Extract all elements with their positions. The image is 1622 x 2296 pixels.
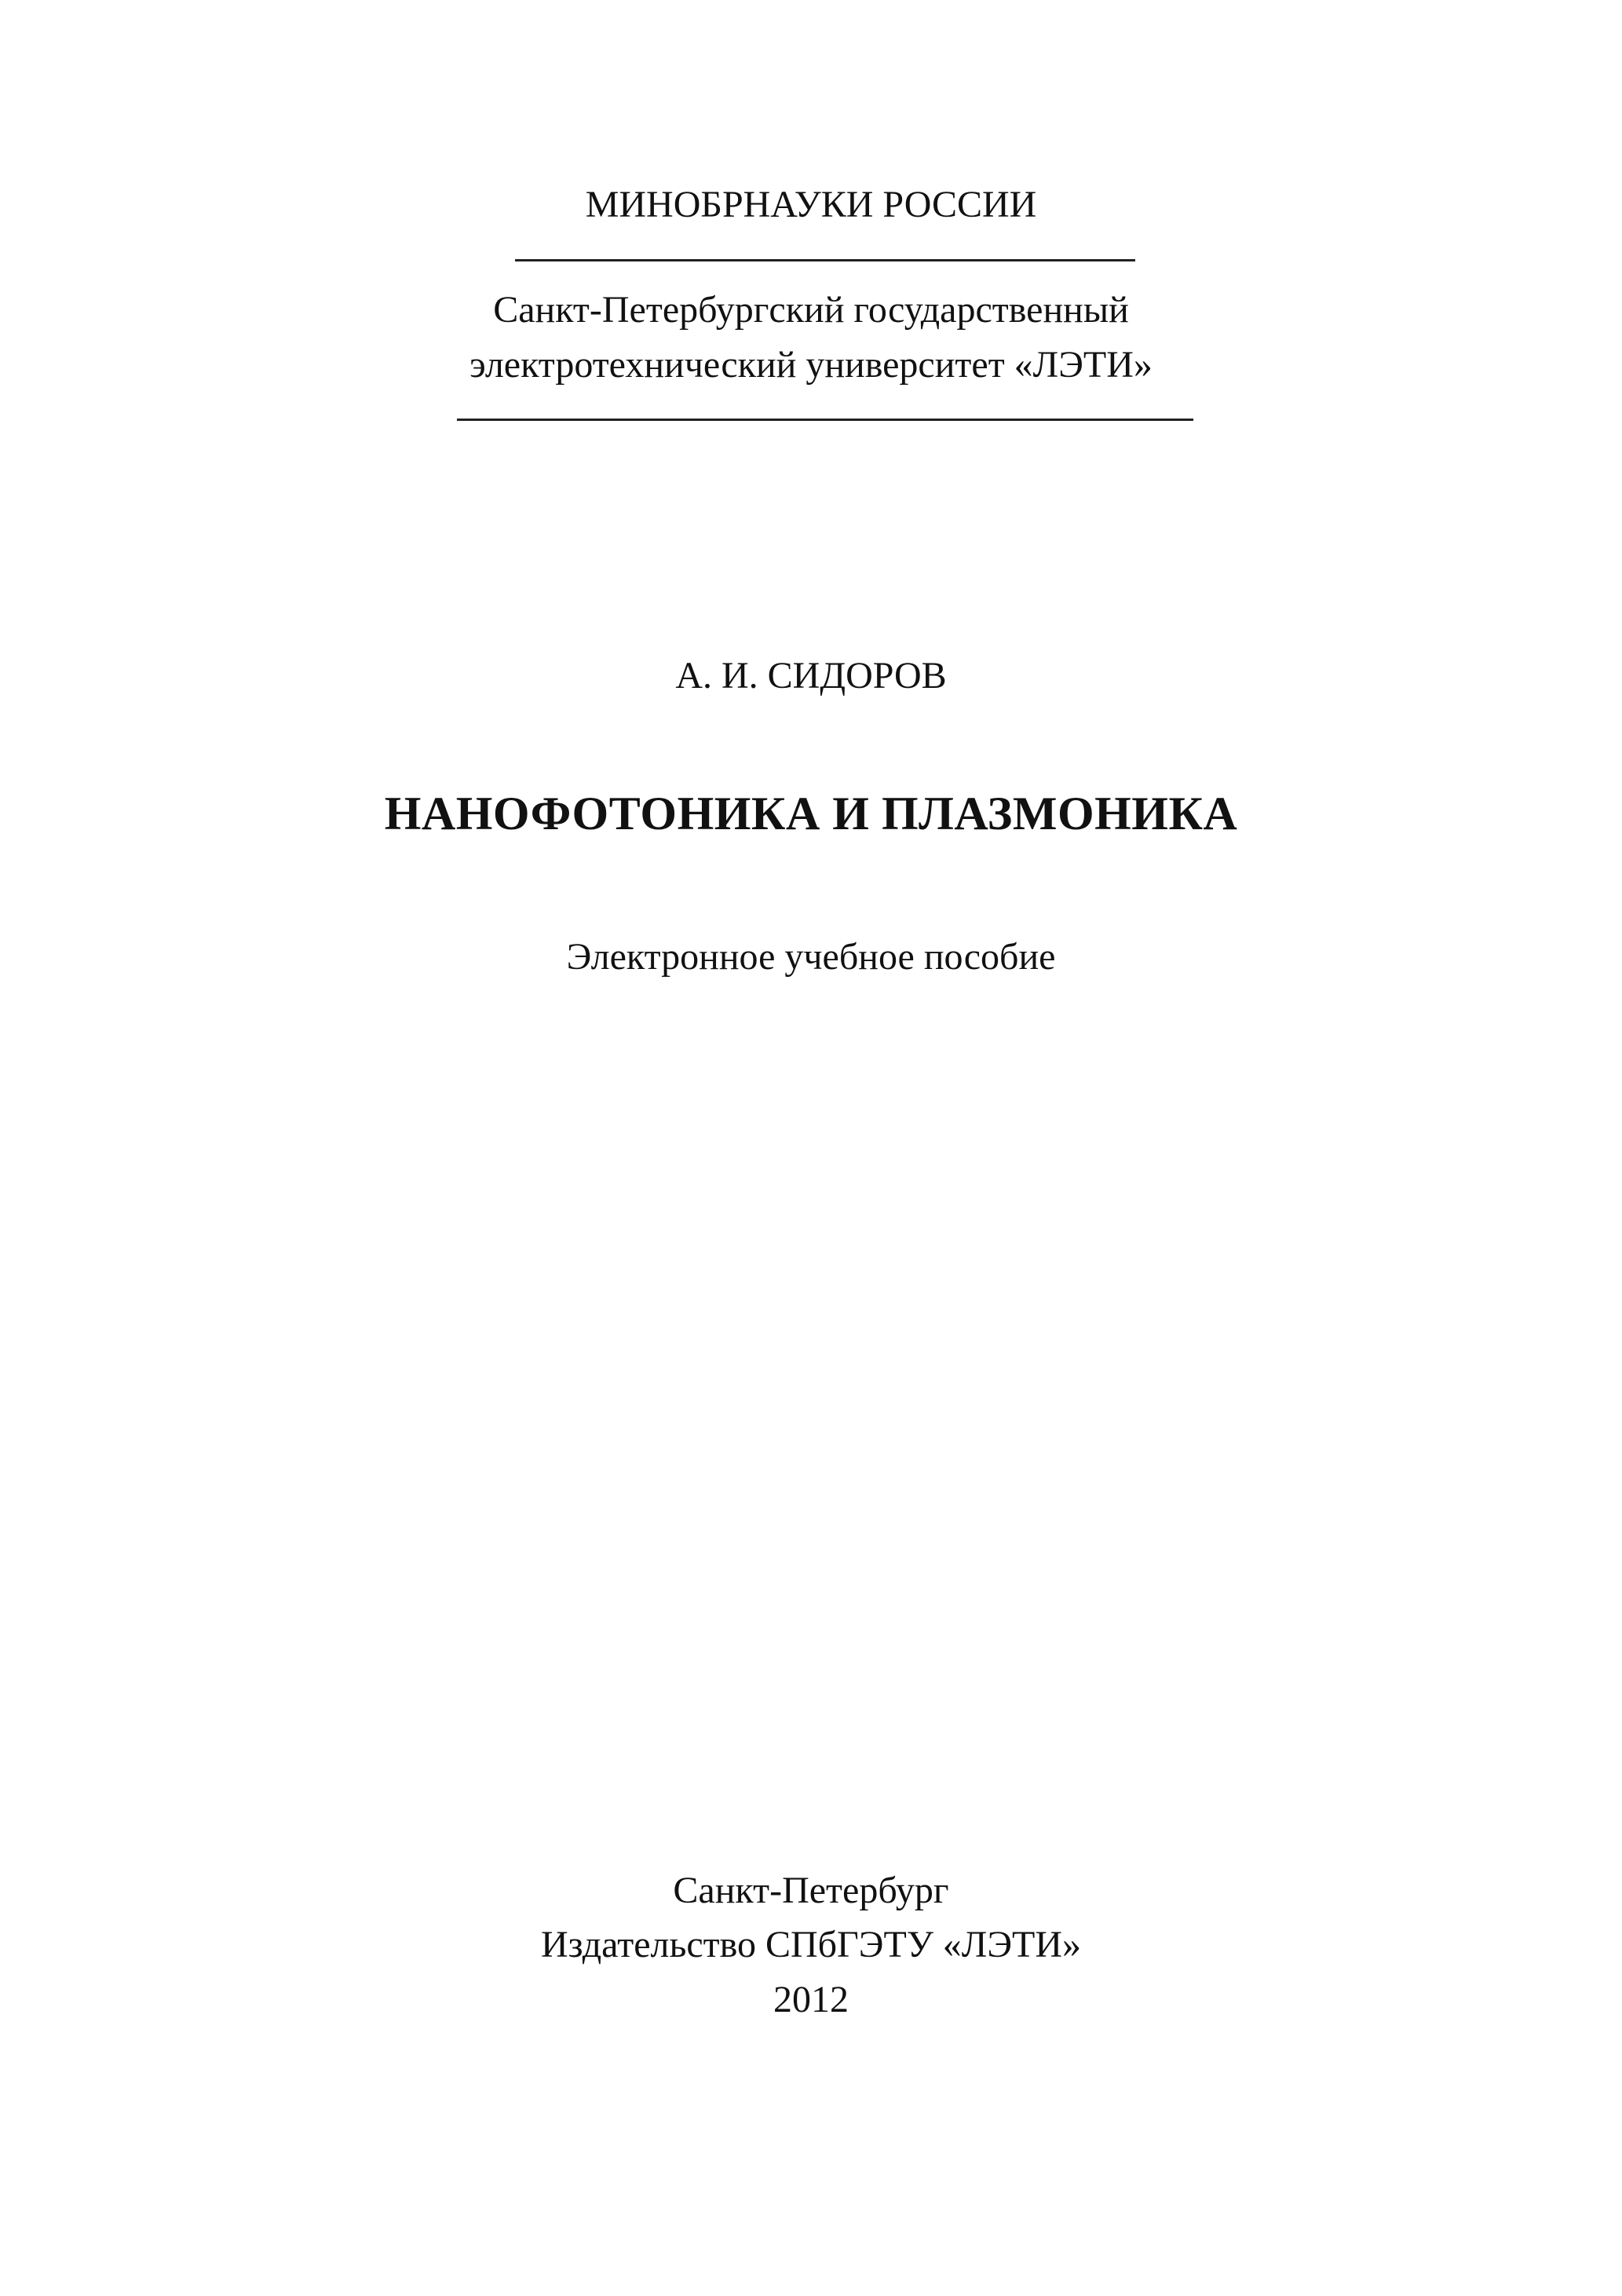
university-name-line2: электротехнический университет «ЛЭТИ» [469, 344, 1153, 386]
ministry-name: МИНОБРНАУКИ РОССИИ [585, 184, 1037, 225]
university-name-line1: Санкт-Петербургский государственный [493, 289, 1129, 331]
book-subtitle: Электронное учебное пособие [566, 936, 1056, 978]
author-name: А. И. СИДОРОВ [675, 655, 947, 696]
imprint-year: 2012 [773, 1979, 849, 2020]
header-divider-short [515, 259, 1135, 261]
header-divider-long [457, 419, 1193, 421]
book-title: НАНОФОТОНИКА И ПЛАЗМОНИКА [384, 788, 1238, 839]
imprint-city: Санкт-Петербург [673, 1870, 949, 1911]
imprint-publisher: Издательство СПбГЭТУ «ЛЭТИ» [540, 1924, 1082, 1965]
